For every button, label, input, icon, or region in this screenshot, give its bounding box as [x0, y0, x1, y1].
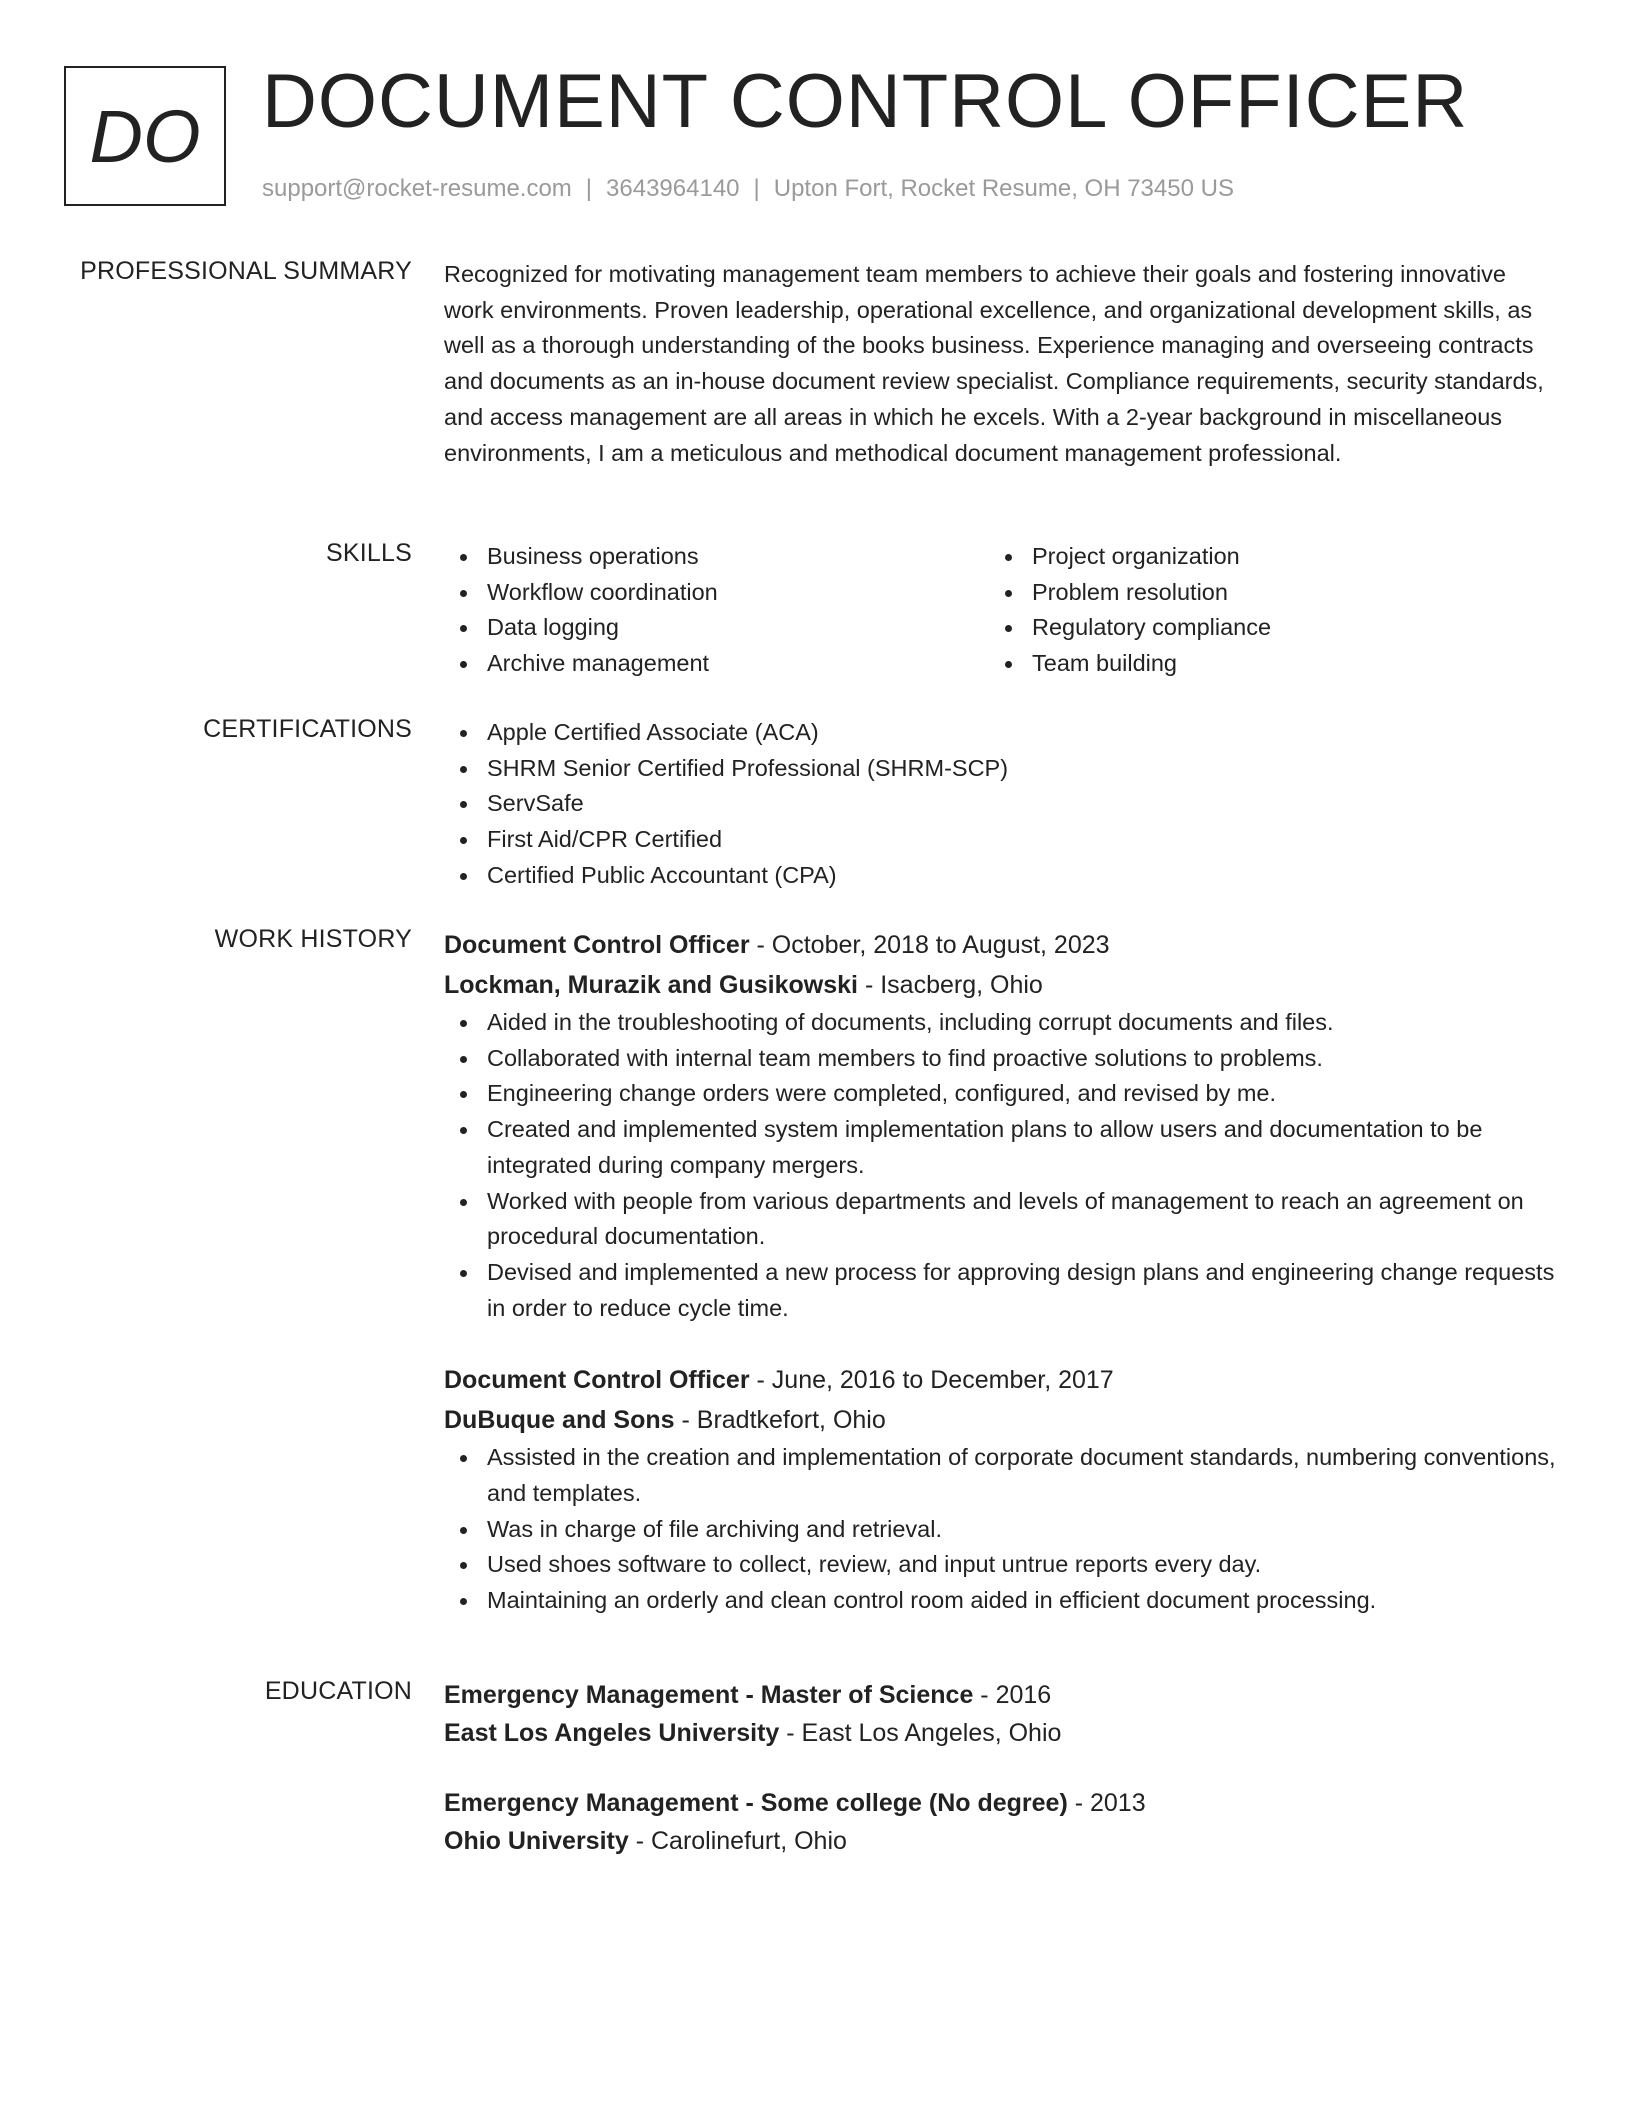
job-duty: Collaborated with internal team members to find proactive solutions to problems. [444, 1041, 1556, 1077]
contact-address: Upton Fort, Rocket Resume, OH 73450 US [773, 175, 1234, 202]
education-location: - Carolinefurt, Ohio [628, 1826, 847, 1855]
skill-item: Problem resolution [989, 575, 1534, 611]
summary-text: Recognized for motivating management team members to achieve their goals and fostering innovative work environments. Proven leadership, operational excellence, and organizational development skills, as well as a thorough understanding of the books business. Experience managing and overseeing contracts and documents as an in-house document review specialist. Compliance requirements, security standards, and access management are all areas in which he excels. With a 2-year background in miscellaneous environments, I am a meticulous and methodical document management professional. [444, 261, 1544, 466]
monogram-logo [64, 66, 226, 206]
job-duty: Created and implemented system implementation plans to allow users and documentation to be integrated during company mergers. [444, 1112, 1556, 1183]
certification-item: First Aid/CPR Certified [444, 822, 1556, 858]
job-duties-list [444, 1005, 1556, 1326]
contact-separator: | [753, 175, 760, 202]
education-school: Ohio University [444, 1826, 629, 1855]
job-duty: Engineering change orders were completed, configured, and revised by me. [444, 1076, 1556, 1112]
job-company: DuBuque and Sons [444, 1406, 675, 1435]
job-location: - Bradtkefort, Ohio [674, 1406, 886, 1435]
education-year: - 2016 [973, 1681, 1052, 1709]
job-company-line [444, 965, 1556, 1005]
contact-phone[interactable]: 3643964140 [606, 175, 740, 202]
job-duty: Assisted in the creation and implementation of corporate document standards, numbering conventions, and templates. [444, 1440, 1556, 1511]
job-company-line [444, 1400, 1556, 1440]
skill-item: Team building [989, 646, 1534, 682]
section-heading-work-history: WORK HISTORY [214, 925, 412, 953]
contact-email[interactable]: support@rocket-resume.com [262, 175, 572, 202]
skill-item: Workflow coordination [444, 575, 989, 611]
skills-list-left [444, 539, 989, 682]
job-duties-list [444, 1440, 1556, 1619]
education-degree: Emergency Management - Some college (No degree) [444, 1789, 1068, 1817]
job-duty: Maintaining an orderly and clean control room aided in efficient document processing. [444, 1583, 1556, 1619]
skill-item: Project organization [989, 539, 1534, 575]
job-title-line [444, 925, 1556, 965]
education-school-line [444, 1823, 1556, 1861]
job-entry [444, 1360, 1556, 1619]
job-duty: Aided in the troubleshooting of documents, including corrupt documents and files. [444, 1005, 1556, 1041]
job-location: - Isacberg, Ohio [858, 971, 1043, 999]
skill-item: Regulatory compliance [989, 610, 1534, 646]
skill-item: Archive management [444, 646, 989, 682]
section-heading-certifications: CERTIFICATIONS [203, 715, 412, 743]
education-entry [444, 1785, 1556, 1860]
education-year: - 2013 [1067, 1789, 1146, 1817]
certifications-list [444, 715, 1556, 894]
section-heading-education: EDUCATION [264, 1677, 412, 1705]
job-title-line [444, 1360, 1556, 1400]
job-dates: - June, 2016 to December, 2017 [749, 1366, 1114, 1395]
job-duty: Was in charge of file archiving and retrieval. [444, 1512, 1556, 1548]
skill-item: Data logging [444, 610, 989, 646]
job-duty: Used shoes software to collect, review, and input untrue reports every day. [444, 1547, 1556, 1583]
job-title: Document Control Officer [444, 1366, 750, 1395]
education-location: - East Los Angeles, Ohio [779, 1718, 1062, 1747]
education-degree-line [444, 1785, 1556, 1823]
resume-title: DOCUMENT CONTROL OFFICER [262, 59, 1469, 144]
education-entry [444, 1677, 1556, 1752]
certification-item: Apple Certified Associate (ACA) [444, 715, 1556, 751]
job-company: Lockman, Murazik and Gusikowski [444, 971, 859, 999]
monogram-initials: DO [89, 94, 201, 178]
education-degree: Emergency Management - Master of Science [444, 1681, 974, 1709]
section-heading-summary: PROFESSIONAL SUMMARY [80, 257, 412, 285]
job-duty: Devised and implemented a new process for approving design plans and engineering change requests in order to reduce cycle time. [444, 1255, 1556, 1326]
section-heading-skills: SKILLS [326, 539, 412, 567]
job-title: Document Control Officer [444, 931, 750, 959]
education-school-line [444, 1715, 1556, 1753]
contact-line [262, 175, 1234, 203]
certification-item: Certified Public Accountant (CPA) [444, 858, 1556, 894]
job-dates: - October, 2018 to August, 2023 [749, 931, 1110, 959]
certification-item: SHRM Senior Certified Professional (SHRM-SCP) [444, 751, 1556, 787]
skills-list-right [989, 539, 1534, 682]
education-school: East Los Angeles University [444, 1718, 780, 1747]
education-degree-line [444, 1677, 1556, 1715]
job-duty: Worked with people from various departments and levels of management to reach an agreement on procedural documentation. [444, 1184, 1556, 1255]
job-entry [444, 925, 1556, 1326]
certification-item: ServSafe [444, 786, 1556, 822]
contact-separator: | [585, 175, 593, 202]
skill-item: Business operations [444, 539, 989, 575]
